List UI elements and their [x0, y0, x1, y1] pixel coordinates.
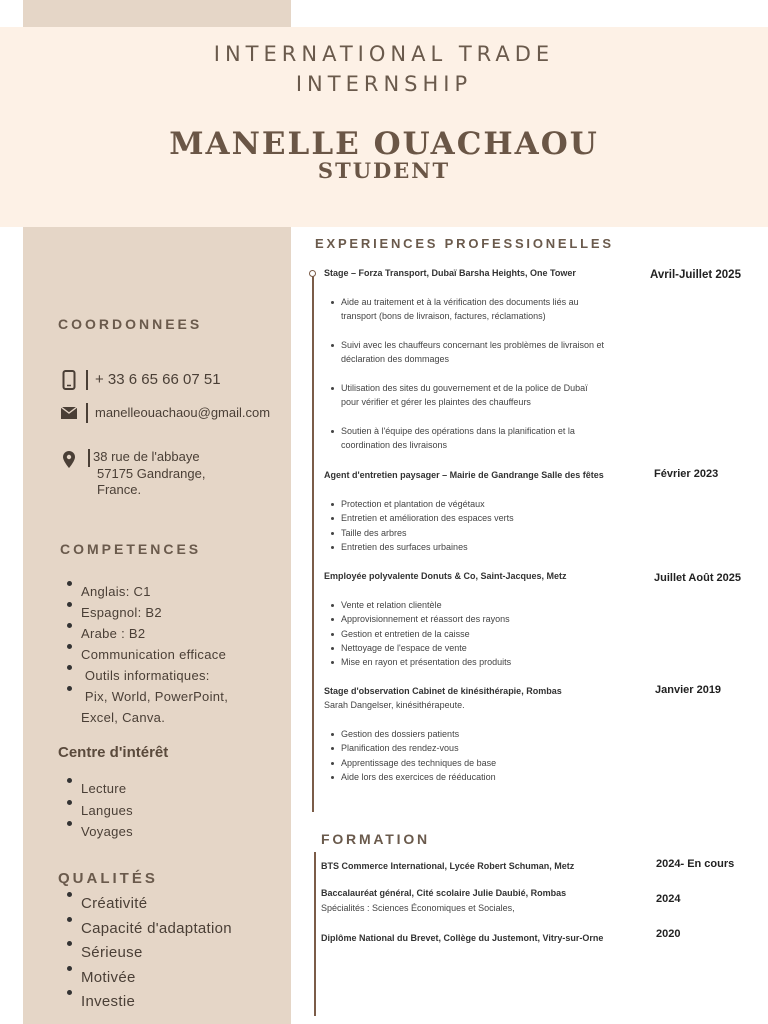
job-bullet-continued: déclaration des dommages	[341, 354, 450, 365]
skill-item: Arabe : B2	[81, 623, 228, 644]
skill-item: Espagnol: B2	[81, 602, 228, 623]
job-bullet: Aide lors des exercices de rééducation	[341, 770, 496, 784]
job-subtitle: Sarah Dangelser, kinésithérapeute.	[324, 700, 465, 710]
job-bullets	[341, 598, 511, 669]
skill-item: Anglais: C1	[81, 581, 228, 602]
divider-bar	[88, 449, 90, 467]
job-bullet: Entretien des surfaces urbaines	[341, 540, 514, 554]
job-bullets	[341, 727, 496, 784]
education-title: Baccalauréat général, Cité scolaire Julie Daubié, Rombas	[321, 888, 567, 898]
contact-heading: COORDONNEES	[58, 316, 203, 332]
education-subtitle: Spécialités : Sciences Économiques et Sociales,	[321, 903, 515, 913]
job-bullet: Approvisionnement et réassort des rayons	[341, 612, 511, 626]
job-date: Juillet Août 2025	[654, 572, 742, 584]
interests-heading: Centre d'intérêt	[58, 744, 169, 761]
timeline-marker	[308, 269, 318, 279]
skill-item: Pix, World, PowerPoint,	[81, 686, 228, 707]
interests-list	[81, 778, 133, 843]
quality-item: Motivée	[81, 966, 232, 991]
job-bullet: Entretien et amélioration des espaces verts	[341, 511, 514, 525]
job-title: Stage d'observation Cabinet de kinésithérapie, Rombas	[324, 686, 562, 696]
skills-heading: COMPETENCES	[60, 541, 202, 557]
qualities-heading: QUALITÉS	[58, 870, 158, 887]
skill-item: Communication efficace	[81, 644, 228, 665]
job-bullets	[341, 338, 604, 367]
job-bullet-continued: pour vérifier et gérer les plaintes des chauffeurs	[341, 397, 531, 408]
quality-item: Capacité d'adaptation	[81, 917, 232, 942]
job-bullet: Suivi avec les chauffeurs concernant les problèmes de livraison et	[341, 338, 604, 352]
address-line-1: 38 rue de l'abbaye	[93, 449, 200, 464]
job-bullet: Taille des arbres	[341, 526, 514, 540]
job-bullets	[341, 497, 514, 554]
address-line-3: France.	[97, 482, 142, 497]
divider-bar	[86, 403, 88, 423]
job-bullet: Soutien à l'équipe des opérations dans la planification et la	[341, 424, 575, 438]
job-date: Février 2023	[654, 468, 719, 480]
address-line-2: 57175 Gandrange,	[97, 465, 206, 481]
email-row	[60, 403, 270, 423]
interest-item: Lecture	[81, 778, 133, 800]
education-date: 2024- En cours	[656, 858, 735, 870]
resume-title-line-1: INTERNATIONAL TRADE	[213, 42, 555, 66]
job-bullet: Gestion des dossiers patients	[341, 727, 496, 741]
job-bullet: Mise en rayon et présentation des produits	[341, 655, 511, 669]
divider-bar	[86, 370, 88, 390]
phone-number: + 33 6 65 66 07 51	[95, 371, 221, 388]
job-bullet: Gestion et entretien de la caisse	[341, 627, 511, 641]
job-bullet: Vente et relation clientèle	[341, 598, 511, 612]
candidate-name: MANELLE OUACHAOU	[169, 126, 599, 162]
location-pin-icon	[60, 449, 78, 469]
education-title: Diplôme National du Brevet, Collège du Justemont, Vitry-sur-Orne	[321, 933, 604, 943]
education-date: 2024	[656, 893, 681, 905]
job-bullet: Nettoyage de l'espace de vente	[341, 641, 511, 655]
education-timeline-line	[314, 852, 316, 1016]
job-bullet: Utilisation des sites du gouvernement et de la police de Dubaï	[341, 381, 588, 395]
job-bullet: Aide au traitement et à la vérification des documents liés au	[341, 295, 579, 309]
job-bullets	[341, 424, 575, 453]
job-title: Employée polyvalente Donuts & Co, Saint-Jacques, Metz	[324, 571, 567, 581]
education-date: 2020	[656, 928, 681, 940]
address-block	[93, 449, 205, 499]
job-bullet: Apprentissage des techniques de base	[341, 756, 496, 770]
quality-item: Créativité	[81, 892, 232, 917]
qualities-list	[81, 892, 232, 1015]
address-row	[60, 449, 205, 499]
job-bullet-continued: coordination des livraisons	[341, 440, 448, 451]
job-bullet: Planification des rendez-vous	[341, 741, 496, 755]
experience-timeline-line	[312, 274, 314, 812]
resume-title-line-2: INTERNSHIP	[295, 72, 473, 96]
quality-item: Sérieuse	[81, 941, 232, 966]
job-title: Stage – Forza Transport, Dubaï Barsha Heights, One Tower	[324, 268, 576, 278]
phone-icon	[60, 370, 78, 390]
skill-item-continued: Excel, Canva.	[81, 710, 166, 725]
interest-item: Langues	[81, 800, 133, 822]
email-address: manelleouachaou@gmail.com	[95, 405, 271, 420]
education-heading: FORMATION	[321, 831, 430, 847]
job-bullet: Protection et plantation de végétaux	[341, 497, 514, 511]
candidate-role: STUDENT	[317, 158, 451, 183]
skill-item: Outils informatiques:	[81, 665, 228, 686]
skills-list	[81, 581, 228, 728]
interest-item: Voyages	[81, 821, 133, 843]
job-date: Janvier 2019	[655, 684, 722, 696]
experience-heading: EXPERIENCES PROFESSIONELLES	[315, 236, 614, 251]
job-bullets	[341, 381, 588, 410]
job-date: Avril-Juillet 2025	[650, 269, 741, 281]
job-bullets	[341, 295, 579, 324]
email-icon	[60, 403, 78, 423]
quality-item: Investie	[81, 990, 232, 1015]
job-title: Agent d'entretien paysager – Mairie de Gandrange Salle des fêtes	[324, 470, 604, 480]
education-title: BTS Commerce International, Lycée Robert Schuman, Metz	[321, 861, 575, 871]
job-bullet-continued: transport (bons de livraison, factures, réclamations)	[341, 311, 546, 322]
phone-row	[60, 370, 221, 390]
